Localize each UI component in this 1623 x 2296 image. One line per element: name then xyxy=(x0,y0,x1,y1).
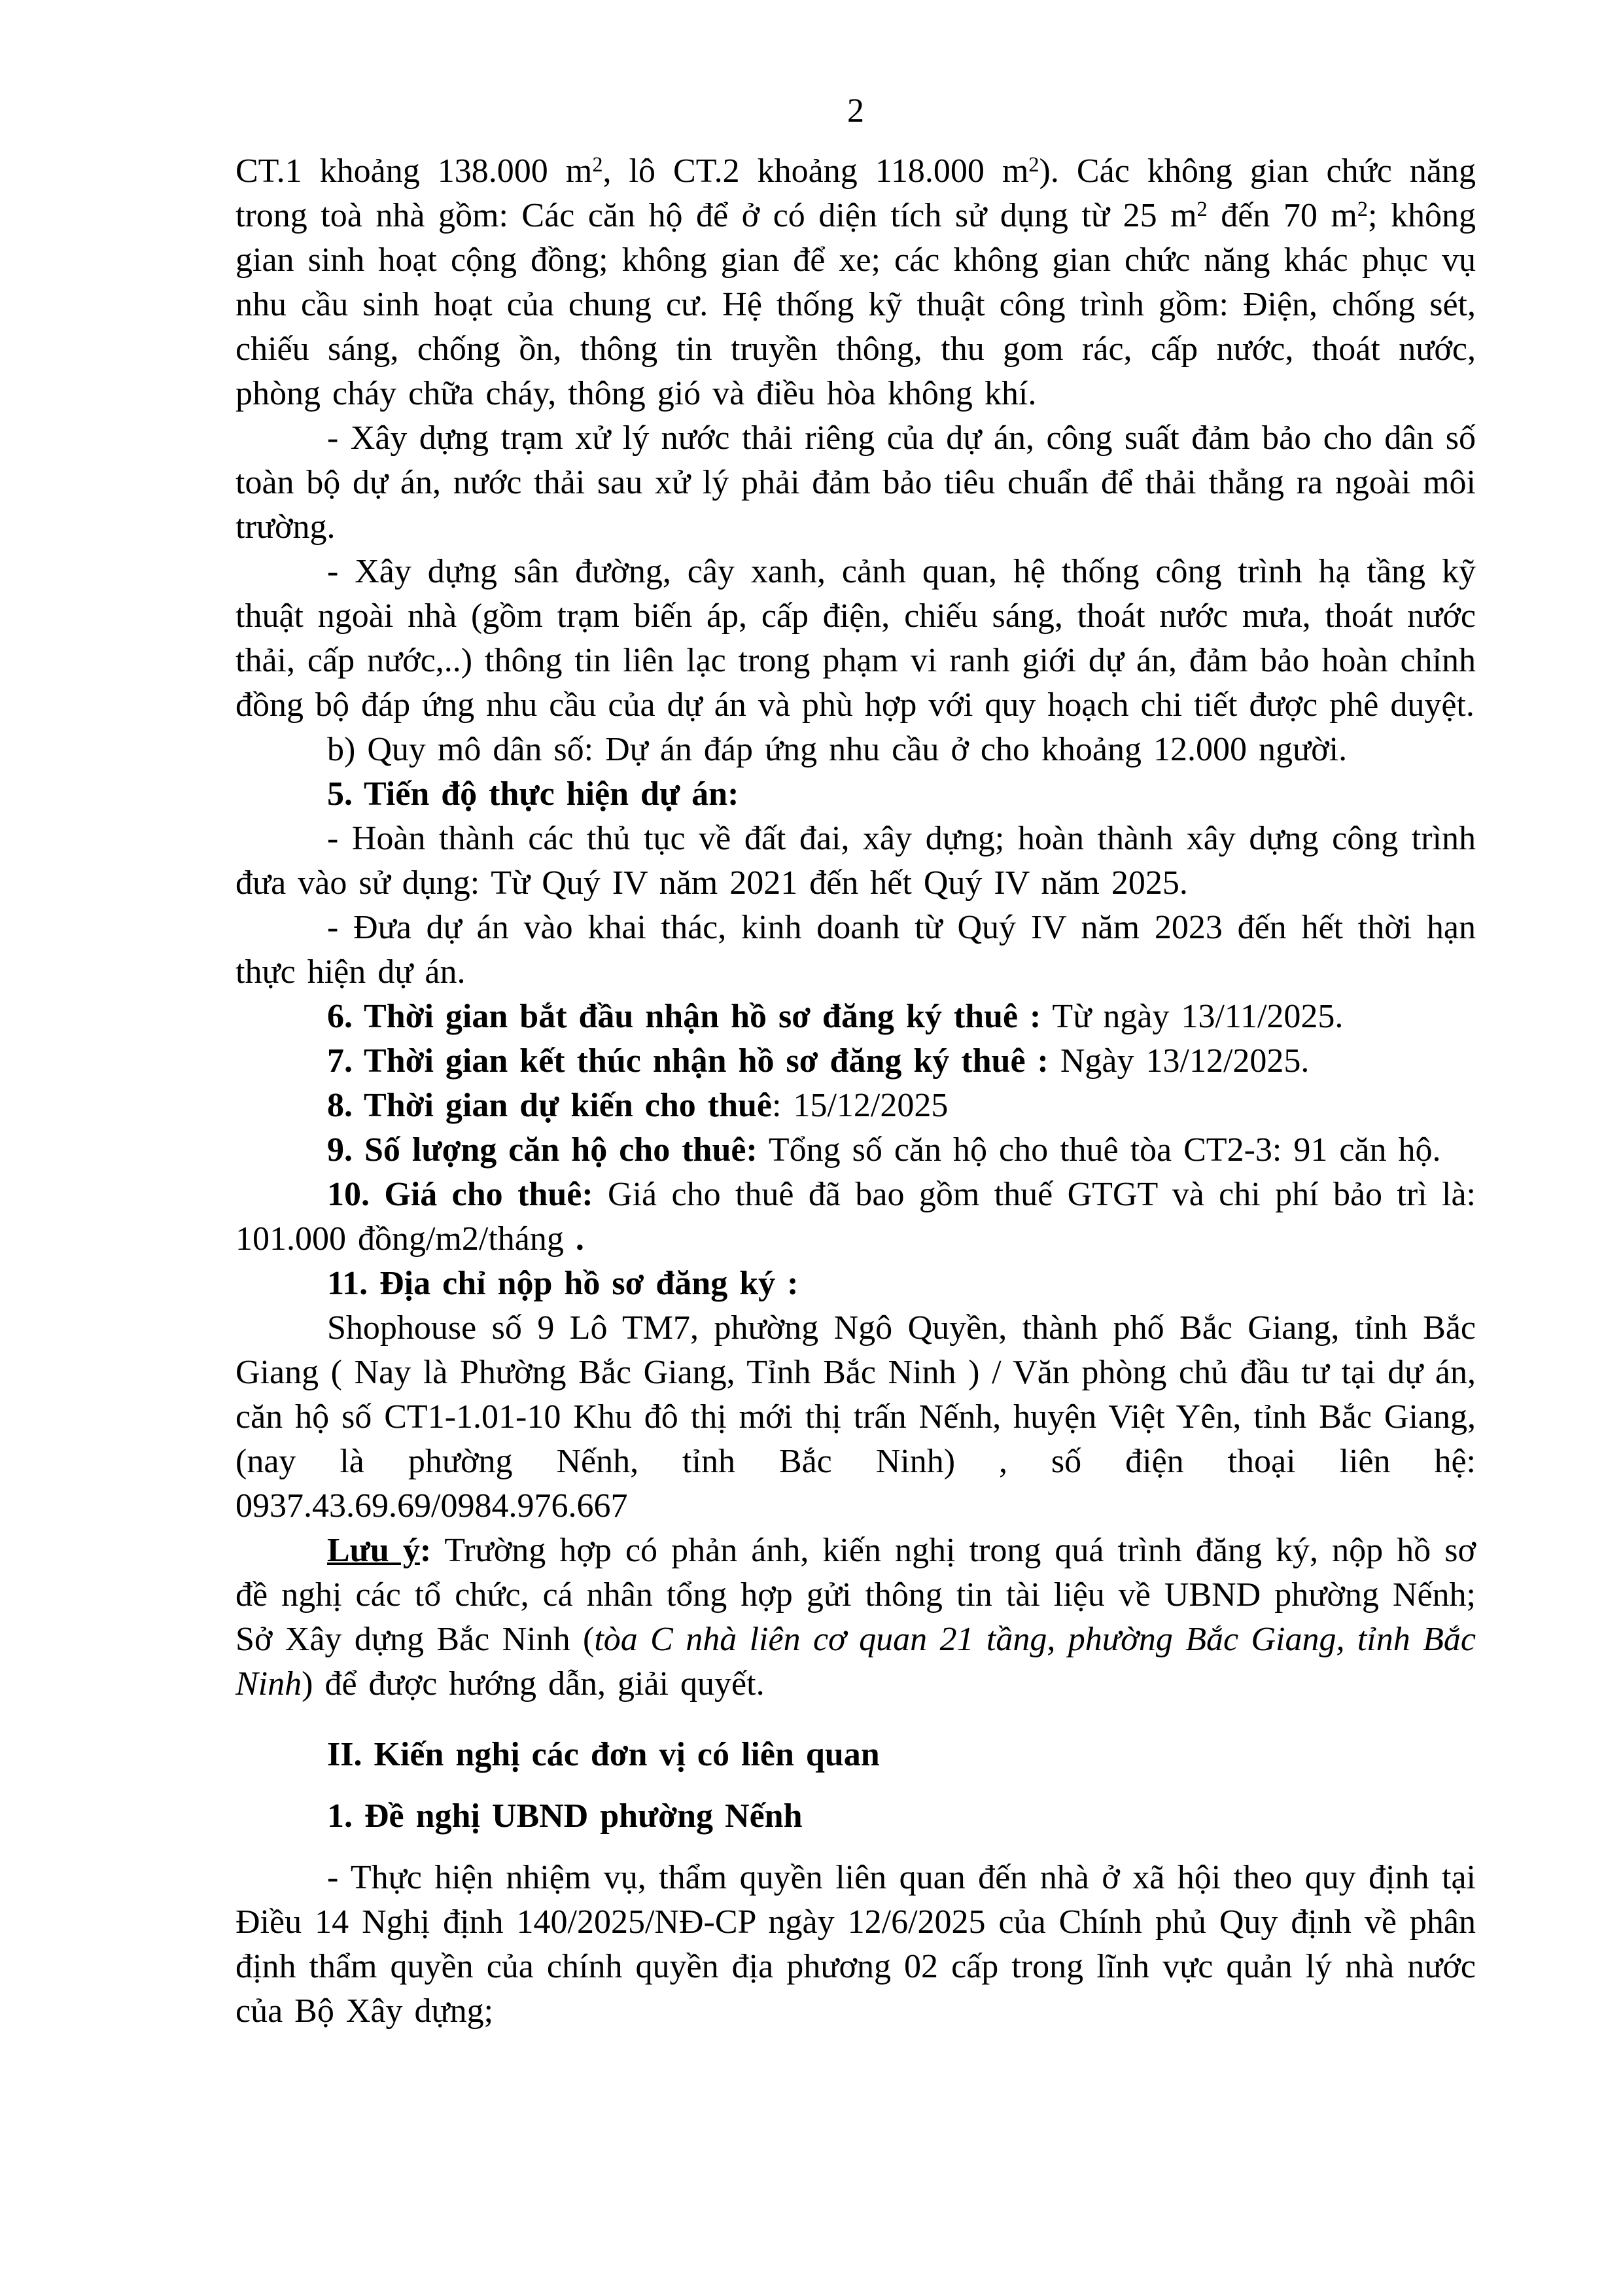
text-run: b) Quy mô dân số: Dự án đáp ứng nhu cầu ở cho khoảng 12.000 người. xyxy=(327,731,1348,768)
text-run: ; không gian sinh hoạt cộng đồng; không gian để xe; các không gian chức năng khác phục vụ nhu cầu sinh hoạt của chung cư. Hệ thống kỹ thuật công trình gồm: Điện, chống sét, chiếu sáng, chống ồn, thông tin truyền thông, thu gom rác, cấp nước, thoát nước, phòng cháy chữa cháy, thông gió và điều hòa không khí. xyxy=(236,197,1476,412)
text-run: 2 xyxy=(1028,152,1039,176)
heading-ii-recommendations xyxy=(236,1733,1476,1777)
text-run: Giá cho thuê đã bao gồm thuế GTGT và chi phí bảo trì là: 101.000 đồng/m2/tháng xyxy=(236,1176,1476,1258)
text-run: - Thực hiện nhiệm vụ, thẩm quyền liên quan đến nhà ở xã hội theo quy định tại Điều 14 Nghị định 140/2025/NĐ-CP ngày 12/6/2025 của Chính phủ Quy định về phân định thẩm quyền của chính quyền địa phương 02 cấp trong lĩnh vực quản lý nhà nước của Bộ Xây dựng; xyxy=(236,1859,1476,2030)
text-run: 8. Thời gian dự kiến cho thuê xyxy=(327,1087,772,1124)
text-run: 2 xyxy=(592,152,603,176)
text-run: : xyxy=(419,1532,432,1569)
text-run: - Xây dựng trạm xử lý nước thải riêng của dự án, công suất đảm bảo cho dân số toàn bộ dự án, nước thải sau xử lý phải đảm bảo tiêu chuẩn để thải thẳng ra ngoài môi trường. xyxy=(236,419,1476,546)
text-run: 11. Địa chỉ nộp hồ sơ đăng ký : xyxy=(327,1265,799,1302)
text-run: 7. Thời gian kết thúc nhận hồ sơ đăng ký thuê : xyxy=(327,1042,1049,1080)
para-building-spaces xyxy=(236,149,1476,416)
line-8-expected-lease-date xyxy=(236,1084,1476,1128)
para-population-scale xyxy=(236,728,1476,772)
text-run: đến 70 m xyxy=(1207,197,1357,234)
page-number: 2 xyxy=(847,92,864,130)
text-run: Trường hợp có phản ánh, kiến nghị trong quá trình đăng ký, nộp hồ sơ đề nghị các tổ chức, cá nhân tổng hợp gửi thông tin tài liệu về UBND phường Nếnh; Sở Xây dựng Bắc Ninh ( xyxy=(236,1532,1476,1658)
text-run: 5. Tiến độ thực hiện dự án: xyxy=(327,775,739,813)
para-address-details xyxy=(236,1306,1476,1528)
heading-1-ubnd-nenh xyxy=(236,1794,1476,1839)
text-run: ) để được hướng dẫn, giải quyết. xyxy=(302,1665,765,1703)
document-body xyxy=(236,149,1476,2034)
heading-5-project-progress xyxy=(236,772,1476,817)
para-note xyxy=(236,1528,1476,1706)
text-run: - Xây dựng sân đường, cây xanh, cảnh quan, hệ thống công trình hạ tầng kỹ thuật ngoài nhà (gồm trạm biến áp, cấp điện, chiếu sáng, thoát nước mưa, thoát nước thải, cấp nước,..) thông tin liên lạc trong phạm vi ranh giới dự án, đảm bảo hoàn chỉnh đồng bộ đáp ứng nhu cầu của dự án và phù hợp với quy hoạch chi tiết được phê duyệt. xyxy=(236,553,1476,724)
para-landscape-infrastructure xyxy=(236,550,1476,728)
text-run: Tổng số căn hộ cho thuê tòa CT2-3: 91 căn hộ. xyxy=(757,1131,1441,1169)
heading-11-submission-address xyxy=(236,1262,1476,1306)
text-run: 2 xyxy=(1357,196,1368,221)
text-run: tòa C nhà liên cơ quan 21 tầng, phường Bắc Giang, tỉnh Bắc Ninh xyxy=(236,1621,1476,1703)
text-run: II. Kiến nghị các đơn vị có liên quan xyxy=(327,1736,880,1773)
text-run: 10. Giá cho thuê: xyxy=(327,1176,593,1213)
line-6-registration-start xyxy=(236,995,1476,1039)
text-run: 2 xyxy=(1196,196,1208,221)
text-run: Lưu ý xyxy=(327,1532,420,1569)
text-run: : 15/12/2025 xyxy=(772,1087,949,1124)
text-run: ). Các không gian chức năng trong toà nhà gồm: Các căn hộ để ở có diện tích sử dụng từ 25 m xyxy=(236,152,1476,234)
para-progress-operation xyxy=(236,906,1476,995)
para-wastewater-plant xyxy=(236,416,1476,550)
text-run: 6. Thời gian bắt đầu nhận hồ sơ đăng ký thuê : xyxy=(327,998,1041,1035)
text-run: . xyxy=(563,1220,584,1258)
text-run: 1. Đề nghị UBND phường Nếnh xyxy=(327,1797,803,1835)
para-ubnd-duties xyxy=(236,1856,1476,2034)
text-run: - Đưa dự án vào khai thác, kinh doanh từ Quý IV năm 2023 đến hết thời hạn thực hiện dự án. xyxy=(236,909,1476,991)
text-run: , lô CT.2 khoảng 118.000 m xyxy=(602,152,1029,190)
text-run: - Hoàn thành các thủ tục về đất đai, xây dựng; hoàn thành xây dựng công trình đưa vào sử dụng: Từ Quý IV năm 2021 đến hết Quý IV năm 2025. xyxy=(236,820,1476,902)
line-7-registration-end xyxy=(236,1039,1476,1084)
text-run: Ngày 13/12/2025. xyxy=(1048,1042,1310,1080)
para-progress-construction xyxy=(236,817,1476,906)
text-run: Từ ngày 13/11/2025. xyxy=(1041,998,1344,1035)
para-9-apartment-count xyxy=(236,1128,1476,1173)
text-run: Shophouse số 9 Lô TM7, phường Ngô Quyền, thành phố Bắc Giang, tỉnh Bắc Giang ( Nay là Phường Bắc Giang, Tỉnh Bắc Ninh ) / Văn phòng chủ đầu tư tại dự án, căn hộ số CT1-1.01-10 Khu đô thị mới thị trấn Nếnh, huyện Việt Yên, tỉnh Bắc Giang,(nay là phường Nếnh, tỉnh Bắc Ninh) , số điện thoại liên hệ: 0937.43.69.69/0984.976.667 xyxy=(236,1309,1476,1525)
text-run: CT.1 khoảng 138.000 m xyxy=(236,152,593,190)
text-run: 9. Số lượng căn hộ cho thuê: xyxy=(327,1131,758,1169)
para-10-rental-price xyxy=(236,1173,1476,1262)
